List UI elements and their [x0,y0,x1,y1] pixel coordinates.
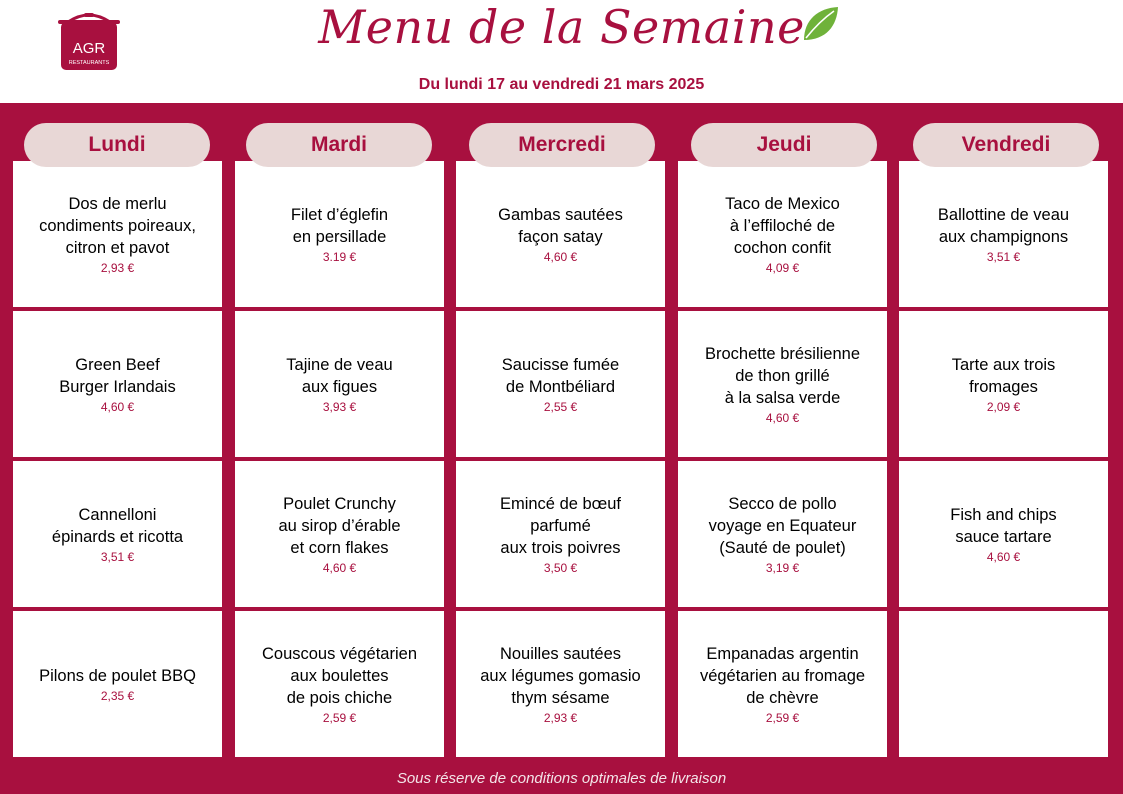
dish-price: 2,09 € [986,399,1021,414]
dish-name: Poulet Crunchy au sirop d’érable et corn flakes [278,494,401,557]
menu-cell [456,461,665,607]
dish-name: Tajine de veau aux figues [286,355,393,396]
menu-cell [678,161,887,307]
dish-name: Fish and chips sauce tartare [950,505,1057,546]
day-header-jeudi: Jeudi [691,123,877,167]
dish-name: Cannelloni épinards et ricotta [51,505,184,546]
dish-price: 4,60 € [765,410,800,425]
dish-name: Brochette brésilienne de thon grillé à la salsa verde [704,344,860,407]
dish-price: 3,93 € [322,399,357,414]
dish-price: 4,09 € [765,260,800,275]
day-header-lundi: Lundi [24,123,210,167]
menu-board [0,103,1123,794]
menu-cell [899,161,1108,307]
menu-cell [235,161,444,307]
leaf-icon [800,4,840,44]
dish-price: 2,93 € [100,260,135,275]
dish-price: 3.19 € [322,249,357,264]
dish-price: 2,35 € [100,688,135,703]
dish-price: 2,93 € [543,710,578,725]
dish-price: 2,59 € [322,710,357,725]
dish-price: 3,50 € [543,560,578,575]
menu-cell [456,161,665,307]
dish-name: Dos de merlu condiments poireaux, citron et pavot [39,194,196,257]
menu-cell [235,461,444,607]
header [0,0,1123,103]
menu-cell [13,461,222,607]
dish-name: Green Beef Burger Irlandais [59,355,176,396]
dish-name: Saucisse fumée de Montbéliard [501,355,620,396]
menu-cell [456,311,665,457]
day-header-vendredi: Vendredi [913,123,1099,167]
menu-cell [13,611,222,757]
day-header-mardi: Mardi [246,123,432,167]
dish-name: Couscous végétarien aux boulettes de pois chiche [261,644,417,707]
dish-price: 3,19 € [765,560,800,575]
menu-cell [235,611,444,757]
day-header-mercredi: Mercredi [469,123,655,167]
menu-cell [678,611,887,757]
dish-price: 2,55 € [543,399,578,414]
page-title: Menu de la Semaine [318,0,805,54]
logo-text: AGR [72,40,106,57]
dish-price: 3,51 € [100,549,135,564]
date-range: Du lundi 17 au vendredi 21 mars 2025 [418,76,705,93]
logo-subtext: RESTAURANTS [68,60,110,66]
menu-cell [456,611,665,757]
dish-price: 4,60 € [986,549,1021,564]
dish-price: 4,60 € [322,560,357,575]
dish-price: 4,60 € [543,249,578,264]
dish-name: Secco de pollo voyage en Equateur (Sauté de poulet) [708,494,857,557]
menu-cell [678,461,887,607]
dish-name: Nouilles sautées aux légumes gomasio thym sésame [480,644,641,707]
menu-cell [235,311,444,457]
dish-name: Emincé de bœuf parfumé aux trois poivres [499,494,622,557]
menu-cell [13,311,222,457]
menu-cell [13,161,222,307]
dish-name: Empanadas argentin végétarien au fromage de chèvre [699,644,866,707]
menu-cell [899,611,1108,757]
delivery-note: Sous réserve de conditions optimales de livraison [396,770,727,787]
dish-price: 3,51 € [986,249,1021,264]
dish-price: 2,59 € [765,710,800,725]
menu-cell [899,461,1108,607]
dish-name: Pilons de poulet BBQ [39,666,196,685]
dish-name: Ballottine de veau aux champignons [937,205,1070,246]
dish-price: 4,60 € [100,399,135,414]
dish-name: Tarte aux trois fromages [951,355,1056,396]
dish-name: Taco de Mexico à l’effiloché de cochon confit [725,194,840,257]
dish-name: Filet d’églefin en persillade [290,205,389,246]
menu-cell [899,311,1108,457]
menu-cell [678,311,887,457]
dish-name: Gambas sautées façon satay [498,205,623,246]
